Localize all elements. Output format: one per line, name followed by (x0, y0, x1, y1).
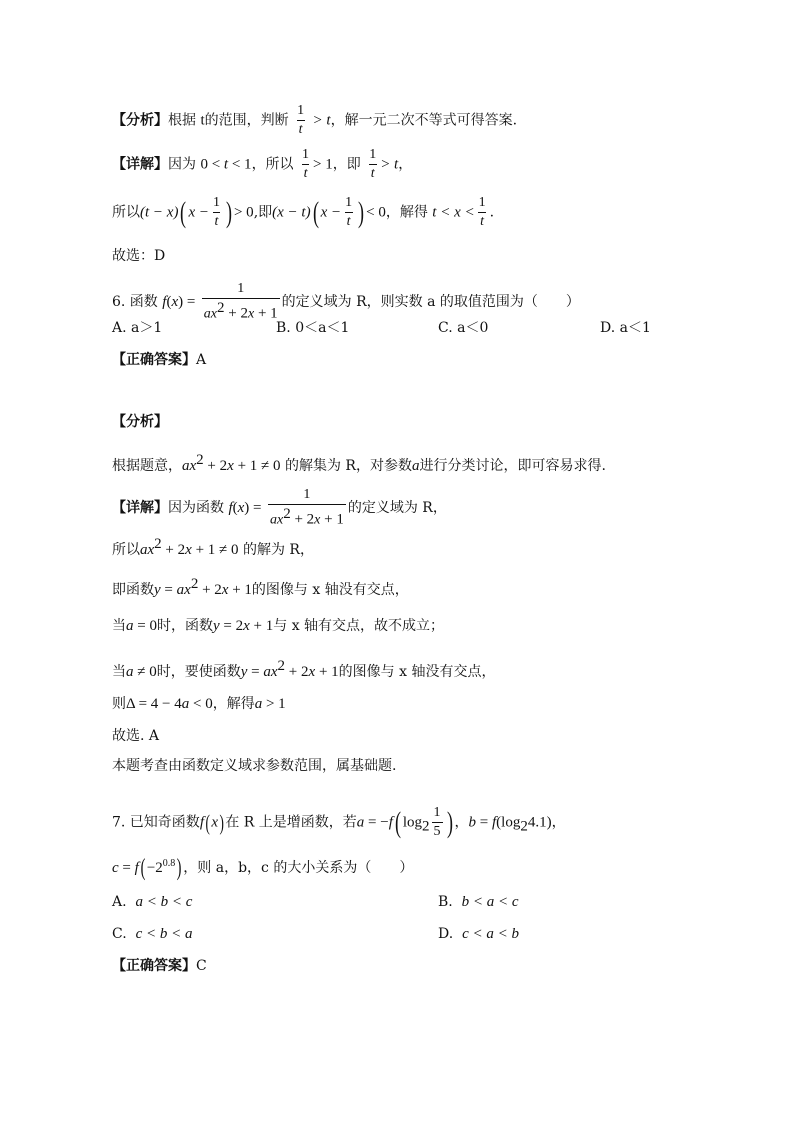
fraction-1-over-t: $\frac{1}{t}$ (297, 103, 305, 137)
q7-correct-answer: 【正确答案】C (112, 958, 207, 974)
analysis-label: 【分析】 (112, 112, 168, 129)
q7-option-b: B. b < a < c (438, 894, 519, 910)
q6-option-d: D. a＜1 (600, 320, 651, 336)
q6-detail-line-6: 则Δ = 4 − 4a < 0，解得a > 1 (112, 696, 286, 712)
analysis-line: 【分析】根据 t的范围，判断 $\frac{1}{t}$ > t，解一元二次不等式可得答案. (112, 103, 518, 137)
q6-option-b: B. 0＜a＜1 (276, 320, 350, 336)
question-6-stem: 6. 函数 f(x) = $\frac{1}{ax^2 + 2x + 1}$ 的定义域为 R，则实数 a 的取值范围为（ ） (112, 281, 580, 322)
q6-option-a: A. a＞1 (112, 320, 163, 336)
q6-answer: 故选. A (112, 728, 160, 744)
q7-option-d: D. c < a < b (438, 926, 519, 942)
question-7-stem-line-2: $c = f( -2^{0.8})$ ，则 a，b，c 的大小关系为（ ） (112, 855, 414, 881)
q6-option-c: C. a＜0 (438, 320, 489, 336)
q6-analysis-label: 【分析】 (112, 414, 168, 430)
q7-option-c: C. c < b < a (112, 926, 193, 942)
question-7-stem-line-1: 7. 已知奇函数f(x)在 R 上是增函数，若a = −f( $\log_2$ $\frac{1}{5}$ ) ，$b = f(\log_24.1)$， (112, 805, 566, 839)
q6-detail-line-3: 即函数$y = ax^2 + 2x + 1$的图像与 x 轴没有交点， (112, 576, 409, 598)
q6-detail-line-1: 【详解】因为函数 f(x) = $\frac{1}{ax^2 + 2x + 1}$ 的定义域为 R， (112, 487, 447, 528)
q6-fraction: $\frac{1}{ax^2 + 2x + 1}$ (203, 281, 278, 322)
inequality-line: 所以(t − x)( x − $\frac{1}{t}$ ) > 0,即(x − t)( x − $\frac{1}{t}$ ) < 0，解得 t < x < $\frac{1}{t}$ . (112, 195, 495, 229)
q6-correct-answer: 【正确答案】A (112, 352, 207, 368)
q6-analysis-text: 根据题意，$ax^2 + 2x + 1 \ne 0$ 的解集为 R，对参数a进行分类讨论，即可容易求得. (112, 452, 606, 474)
detail-line: 【详解】因为 0 < t < 1，所以 $\frac{1}{t}$ > 1，即 $\frac{1}{t}$ > t， (112, 147, 413, 181)
q6-summary: 本题考查由函数定义域求参数范围，属基础题. (112, 758, 397, 774)
q6-detail-line-2: 所以$ax^2 + 2x + 1 \ne 0$ 的解为 R， (112, 536, 314, 558)
answer-d: 故选：D (112, 248, 166, 264)
q7-option-a: A. a < b < c (112, 894, 193, 910)
q6-detail-line-5: 当a ≠ 0时，要使函数$y = ax^2 + 2x + 1$的图像与 x 轴没有交点， (112, 658, 496, 680)
q6-detail-line-4: 当a = 0时，函数y = 2x + 1与 x 轴有交点，故不成立； (112, 618, 445, 634)
